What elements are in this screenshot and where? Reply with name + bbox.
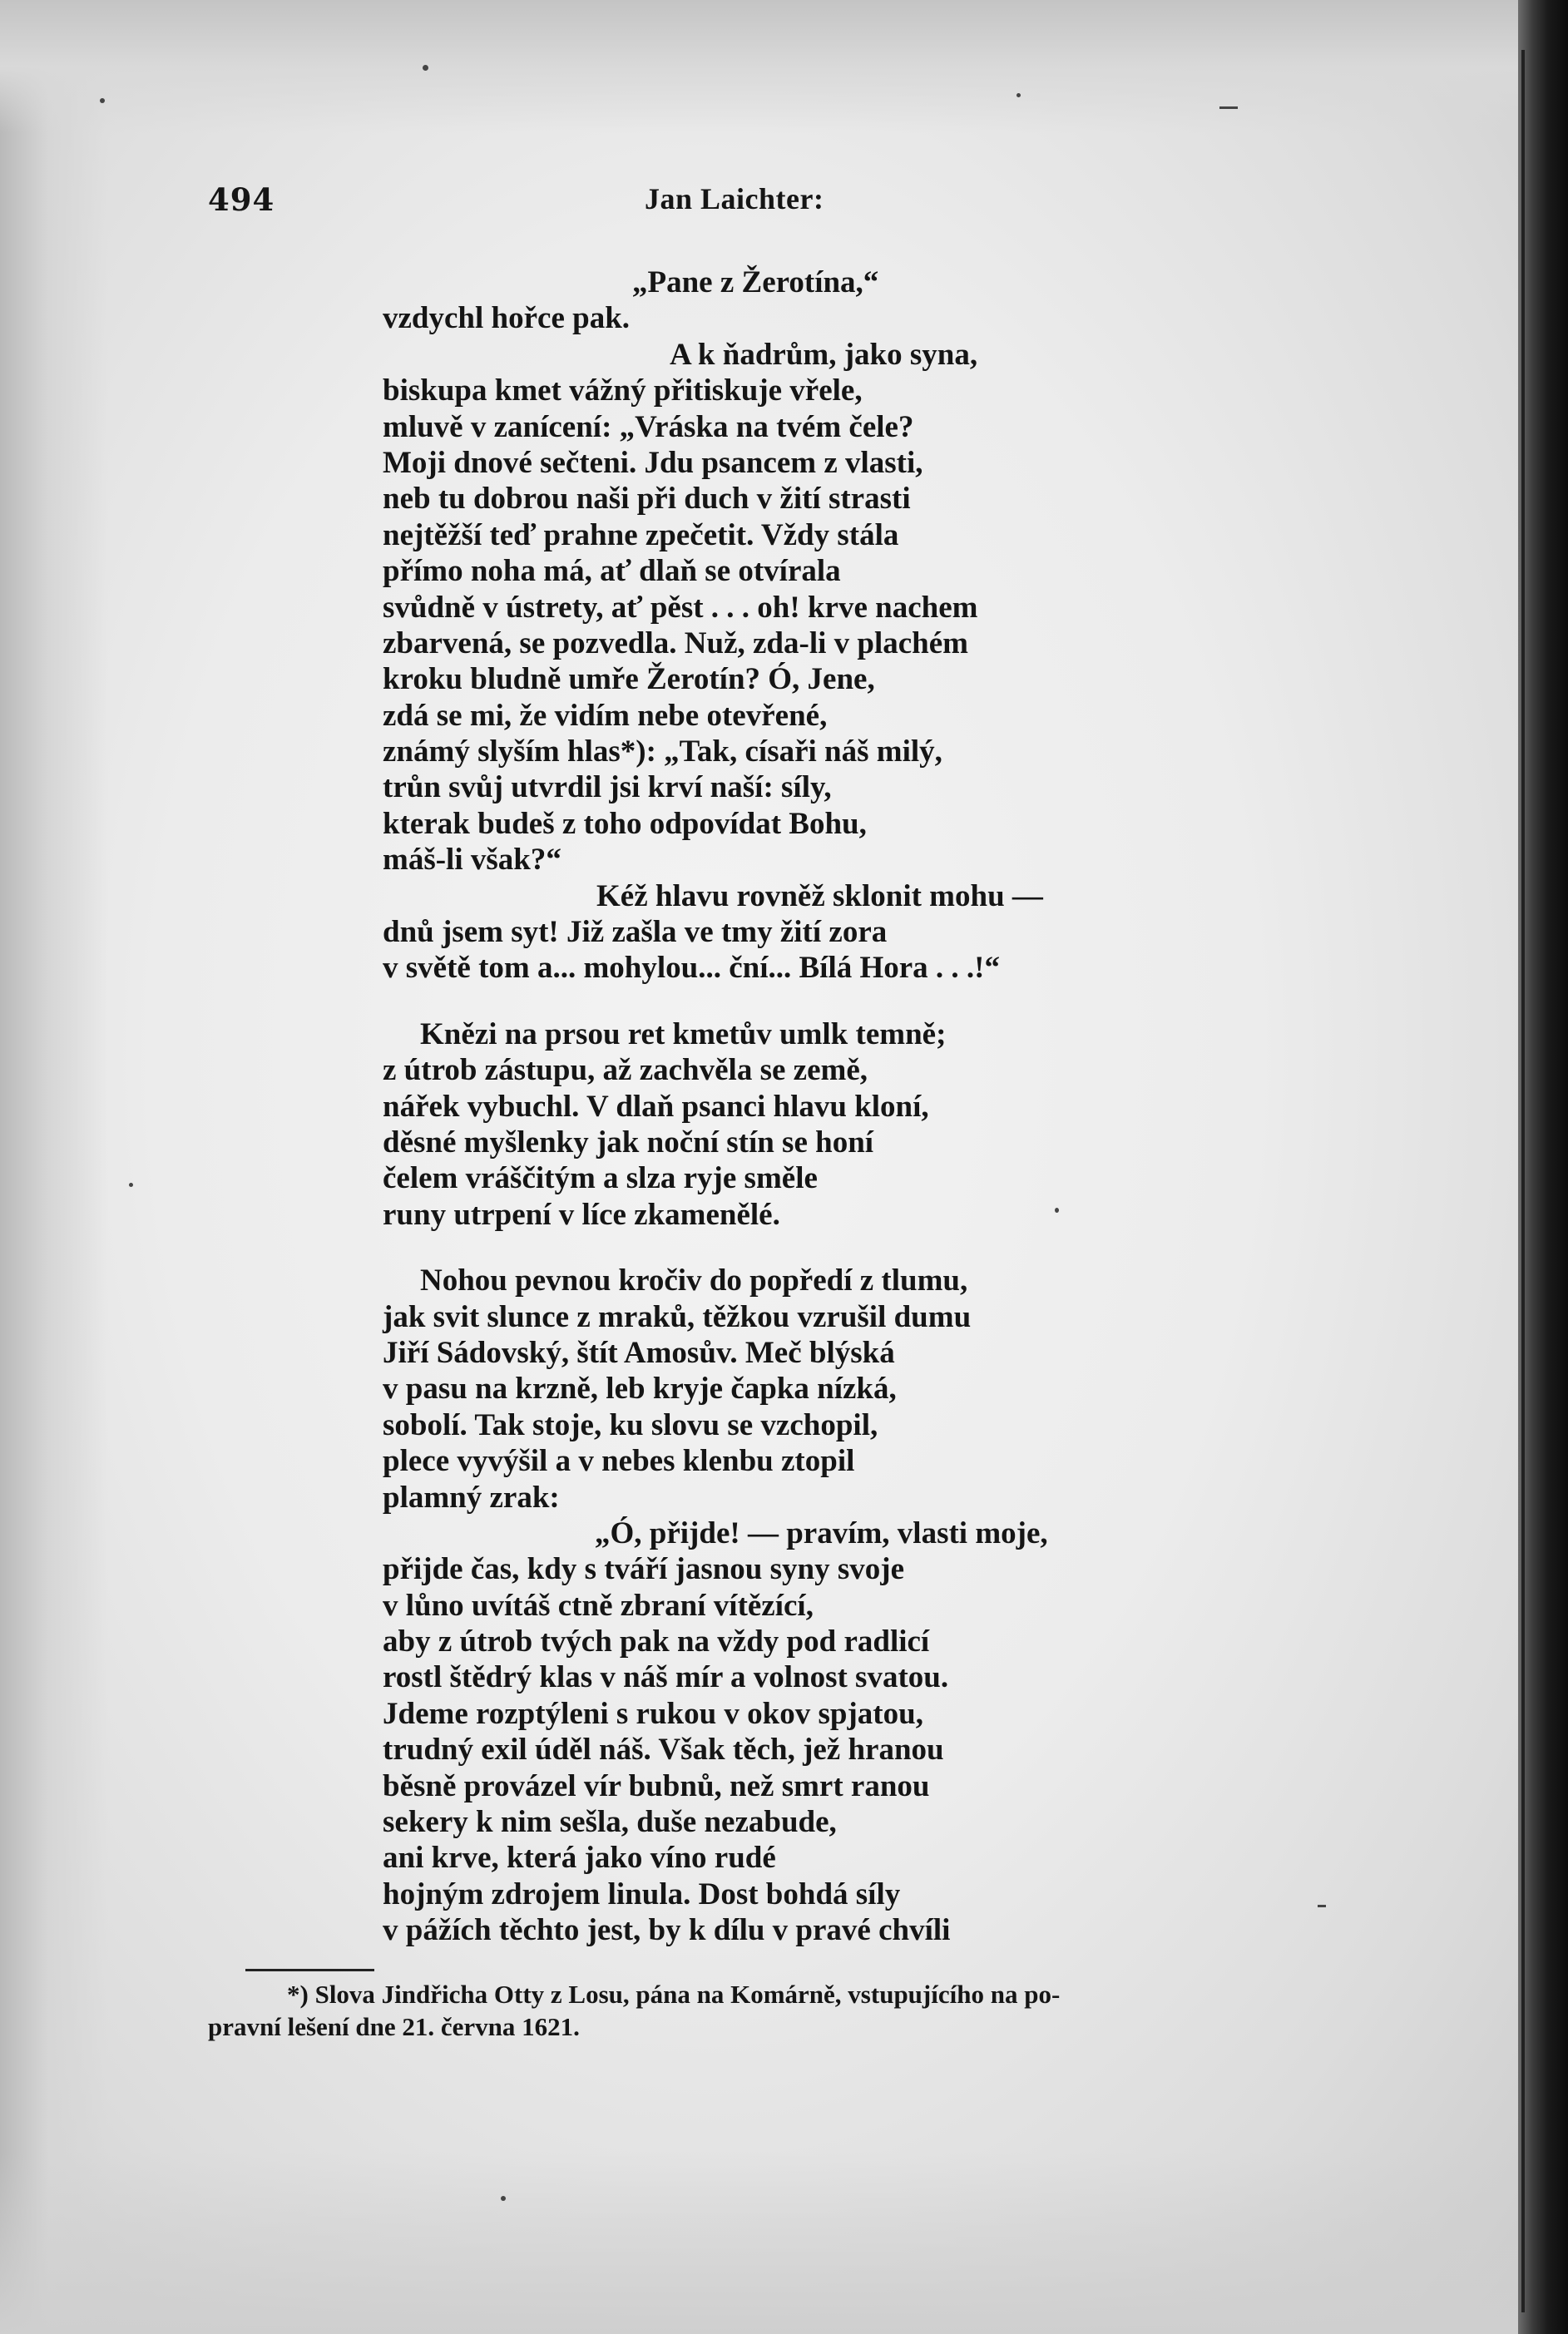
poem-line: runy utrpení v líce zkamenělé. — [383, 1197, 780, 1232]
page-bottom-shading — [0, 2151, 1568, 2334]
page-number: 494 — [208, 181, 275, 218]
page-edge-line — [1521, 50, 1525, 2312]
poem-line: ani krve, která jako víno rudé — [383, 1841, 776, 1876]
poem-line: Knězi na prsou ret kmetův umlk temně; — [420, 1016, 947, 1051]
footnote-line: *) Slova Jindřicha Otty z Losu, pána na Komárně, vstupujícího na po- — [287, 1980, 1061, 2009]
poem-line: neb tu dobrou naši při duch v žití strasti — [383, 482, 911, 517]
poem-line: mluvě v zanícení: „Vráska na tvém čele? — [383, 409, 914, 444]
scan-speck — [100, 98, 105, 103]
poem-line: hojným zdrojem linula. Dost bohdá síly — [383, 1877, 901, 1911]
poem-line: vzdychl hořce pak. — [383, 301, 631, 336]
page-left-shading — [0, 0, 108, 2334]
book-spine-edge — [1518, 0, 1568, 2334]
scan-speck — [1219, 106, 1238, 109]
poem-line: Moji dnové sečteni. Jdu psancem z vlasti, — [383, 445, 923, 480]
poem-line: nářek vybuchl. V dlaň psanci hlavu kloní, — [383, 1089, 929, 1124]
poem-line: svůdně v ústrety, ať pěst . . . oh! krve nachem — [383, 590, 978, 625]
page-header — [208, 181, 1248, 231]
poem-line: jak svit slunce z mraků, těžkou vzrušil dumu — [383, 1299, 972, 1334]
poem-line: dnů jsem syt! Již zašla ve tmy žití zora — [383, 915, 888, 950]
stanza-gap — [383, 987, 1248, 1016]
poem-line: „Pane z Žerotína,“ — [632, 265, 879, 299]
stanza-gap — [383, 1233, 1248, 1263]
poem-line: v lůno uvítáš ctně zbraní vítězící, — [383, 1588, 814, 1623]
poem-line: biskupa kmet vážný přitiskuje vřele, — [383, 373, 863, 408]
poem-line: Jdeme rozptýleni s rukou v okov spjatou, — [383, 1696, 923, 1731]
running-head: Jan Laichter: — [645, 182, 824, 215]
poem-line: aby z útrob tvých pak na vždy pod radlicí — [383, 1624, 930, 1659]
poem-line: sekery k nim sešla, duše nezabude, — [383, 1805, 837, 1840]
poem-line: rostl štědrý klas v náš mír a volnost svatou. — [383, 1660, 949, 1695]
poem-line: běsně provázel vír bubnů, než smrt ranou — [383, 1768, 930, 1803]
poem-line: děsné myšlenky jak noční stín se honí — [383, 1125, 874, 1160]
poem-line: přímo noha má, ať dlaň se otvírala — [383, 554, 841, 589]
footnote-rule — [245, 1969, 374, 1971]
poem-line: plamný zrak: — [383, 1480, 560, 1515]
scan-speck — [501, 2196, 506, 2201]
poem-line: A k ňadrům, jako syna, — [670, 337, 978, 372]
poem-line: v pasu na krzně, leb kryje čapka nízká, — [383, 1372, 897, 1407]
poem-line: v pážích těchto jest, by k dílu v pravé chvíli — [383, 1913, 951, 1948]
poem-line: přijde čas, kdy s tváří jasnou syny svoje — [383, 1552, 904, 1587]
page-top-shading — [0, 0, 1568, 133]
poem-line: v světě tom a... mohylou... ční... Bílá Hora . . .!“ — [383, 951, 1001, 986]
poem-line: kterak budeš z toho odpovídat Bohu, — [383, 806, 867, 841]
poem-text — [383, 265, 1248, 1949]
footnote — [208, 1978, 1281, 2043]
poem-line: máš-li však?“ — [383, 843, 561, 878]
poem-line: z útrob zástupu, až zachvěla se země, — [383, 1053, 868, 1088]
scan-speck — [423, 65, 428, 71]
poem-line: nejtěžší teď prahne zpečetit. Vždy stála — [383, 517, 899, 552]
scan-speck — [1318, 1905, 1326, 1907]
poem-line: trudný exil úděl náš. Však těch, jež hranou — [383, 1733, 944, 1768]
scan-speck — [129, 1183, 133, 1187]
poem-line: trůn svůj utvrdil jsi krví naší: síly, — [383, 770, 832, 805]
poem-line: Kéž hlavu rovněž sklonit mohu — — [596, 878, 1043, 913]
footnote-line: pravní lešení dne 21. června 1621. — [208, 2012, 580, 2041]
poem-line: „Ó, přijde! — pravím, vlasti moje, — [595, 1516, 1048, 1550]
scan-speck — [1016, 93, 1021, 97]
poem-line: plece vyvýšil a v nebes klenbu ztopil — [383, 1444, 855, 1479]
poem-line: sobolí. Tak stoje, ku slovu se vzchopil, — [383, 1407, 878, 1442]
poem-line: Nohou pevnou kročiv do popředí z tlumu, — [420, 1263, 968, 1298]
poem-line: čelem vráščitým a slza ryje směle — [383, 1161, 818, 1196]
poem-line: známý slyším hlas*): „Tak, císaři náš milý, — [383, 734, 942, 769]
poem-line: kroku bludně umře Žerotín? Ó, Jene, — [383, 662, 875, 697]
poem-line: zbarvená, se pozvedla. Nuž, zda-li v plachém — [383, 626, 968, 660]
poem-line: zdá se mi, že vidím nebe otevřené, — [383, 698, 828, 733]
poem-line: Jiří Sádovský, štít Amosův. Meč blýská — [383, 1335, 895, 1370]
